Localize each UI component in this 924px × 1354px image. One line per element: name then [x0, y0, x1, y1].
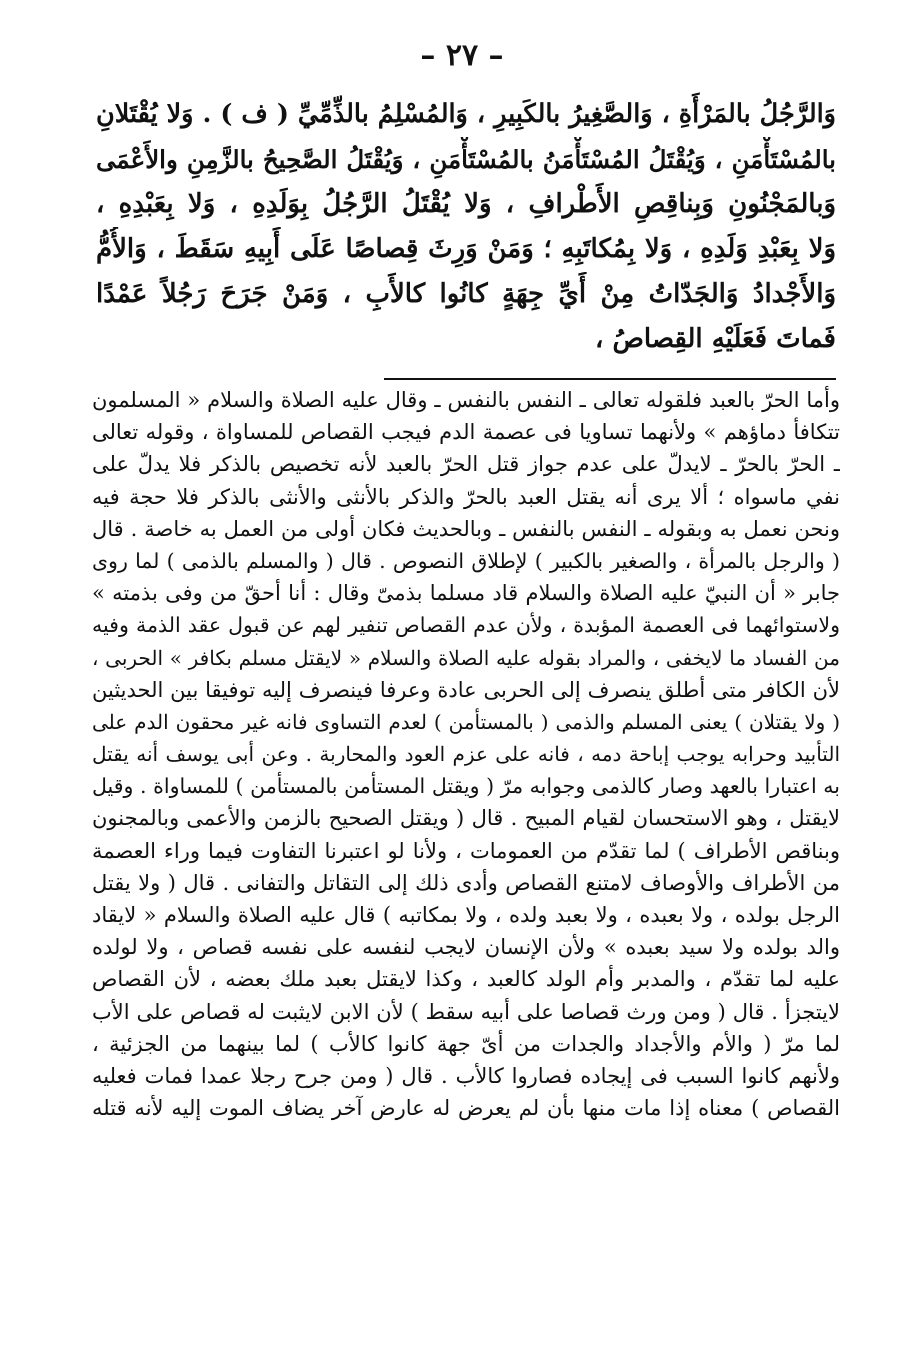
commentary-line: به اعتبارا بالعهد وصار كالذمى وجوابه مرّ ( ويقتل المستأمن بالمستأمن ) للمساواة . وقيل	[92, 774, 840, 799]
commentary-line: تتكافأ دماؤهم » ولأنهما تساويا فى عصمة الدم فيجب القصاص للمساواة ، وقوله تعالى	[92, 420, 840, 445]
commentary-line: ( والرجل بالمرأة ، والصغير بالكبير ) لإطلاق النصوص . قال ( والمسلم بالذمى ) لما روى	[92, 548, 840, 573]
commentary-line: لما مرّ ( والأم والأجداد والجدات من أىّ جهة كانوا كالأب ) لما بينهما من الجزئية ،	[92, 1031, 840, 1056]
commentary-line: والد بولده ولا سيد بعبده » ولأن الإنسان لايجب لنفسه على نفسه قصاص ، ولا لولده	[92, 935, 840, 960]
commentary-line: لايتجزأ . قال ( ومن ورث قصاصا على أبيه سقط ) لأن الابن لايثبت له قصاص على الأب	[92, 999, 840, 1024]
page-number: – ٢٧ –	[420, 38, 504, 73]
main-text-line: وَلا بِعَبْدِ وَلَدِهِ ، وَلا بِمُكاتَبِهِ ؛ وَمَنْ وَرِثَ قِصاصًا عَلَى أَبِيهِ سَقَطَ ، وَالأُمُّ	[96, 234, 836, 264]
commentary-line: لايقتل ، وهو الاستحسان لقيام المبيح . قال ( ويقتل الصحيح بالزمن والأعمى وبالمجنون	[92, 806, 840, 831]
commentary-line: نفي ماسواه ؛ ألا يرى أنه يقتل العبد بالحرّ والذكر بالأنثى والأنثى بالذكر فلا حجة فيه	[92, 484, 840, 509]
main-text-line: فَماتَ فَعَلَيْهِ القِصاصُ ،	[595, 324, 836, 354]
commentary-line: من الأطراف والأوصاف لامتنع القصاص وأدى ذلك إلى التقاتل والتفانى . قال ( ولا يقتل	[92, 870, 840, 895]
commentary-line: عليه لما تقدّم ، والمدبر وأم الولد كالعبد ، وكذا لايقتل بعبد ملك بعضه ، لأن القصاص	[92, 967, 840, 992]
commentary-line: التأبيد وحرابه يوجب إباحة دمه ، فانه على عزم العود والمحاربة . وعن أبى يوسف أنه يقتل	[92, 742, 840, 767]
main-text-line: وَبالمَجْنُونِ وَبِناقِصِ الأَطْرافِ ، وَلا يُقْتَلُ الرَّجُلُ بِوَلَدِهِ ، وَلا بِعَبْدِهِ ،	[96, 189, 836, 219]
main-text-line: وَالرَّجُلُ بالمَرْأَةِ ، وَالصَّغِيرُ بالكَبِيرِ ، وَالمُسْلِمُ بالذِّمِّيِّ ( ف ) . وَلا يُقْتَلانِ	[96, 99, 836, 129]
commentary-line: لأن الكافر متى أطلق ينصرف إلى الحربى عادة وعرفا فينصرف إليه توفيقا بين الحديثين	[92, 677, 840, 702]
commentary-line: وأما الحرّ بالعبد فلقوله تعالى ـ النفس بالنفس ـ وقال عليه الصلاة والسلام « المسلمون	[92, 388, 840, 412]
commentary-line: ( ولا يقتلان ) يعنى المسلم والذمى ( بالمستأمن ) لعدم التساوى فانه غير محقون الدم على	[92, 709, 840, 734]
section-divider	[384, 378, 836, 380]
main-text-line: وَالأَجْدادُ وَالجَدّاتُ مِنْ أَيِّ جِهَةٍ كانُوا كالأَبِ ، وَمَنْ جَرَحَ رَجُلاً عَمْدًا	[96, 279, 836, 309]
commentary-line: ولأنهم كانوا السبب فى إيجاده فصاروا كالأب . قال ( ومن جرح رجلا عمدا فمات فعليه	[92, 1063, 840, 1088]
commentary-line: ونحن نعمل به وبقوله ـ النفس بالنفس ـ وبالحديث فكان أولى من العمل به خاصة . قال	[92, 516, 840, 541]
main-text-line: بالمُسْتَأْمَنِ ، وَيُقْتَلُ المُسْتَأْمَنُ بالمُسْتَأْمَنِ ، وَيُقْتَلُ الصَّحِيحُ بالزَّمِنِ والأَعْمَى	[96, 145, 836, 174]
commentary-line: ولاستوائهما فى العصمة المؤبدة ، ولأن عدم القصاص تنفير لهم عن قبول عقد الذمة وفيه	[92, 613, 840, 638]
commentary-line: جابر « أن النبيّ عليه الصلاة والسلام قاد مسلما بذمىّ وقال : أنا أحقّ من وفى بذمته »	[92, 581, 840, 606]
commentary-line: القصاص ) معناه إذا مات منها بأن لم يعرض له عارض آخر يضاف الموت إليه لأنه قتله	[92, 1096, 840, 1121]
commentary-line: ـ الحرّ بالحرّ ـ لايدلّ على عدم جواز قتل الحرّ بالعبد لأنه تخصيص بالذكر فلا يدلّ على	[92, 452, 840, 477]
commentary-text-block	[92, 384, 840, 1124]
main-text-block	[96, 92, 836, 362]
commentary-line: الرجل بولده ، ولا بعبده ، ولا بعبد ولده ، ولا بمكاتبه ) قال عليه الصلاة والسلام « لايقاد	[92, 903, 840, 927]
commentary-line: وبناقص الأطراف ) لما تقدّم من العمومات ، ولأنا لو اعتبرنا التفاوت فيما وراء العصمة	[92, 838, 840, 863]
commentary-line: من الفساد ما لايخفى ، والمراد بقوله عليه الصلاة والسلام « لايقتل مسلم بكافر » الحربى ،	[92, 645, 840, 670]
